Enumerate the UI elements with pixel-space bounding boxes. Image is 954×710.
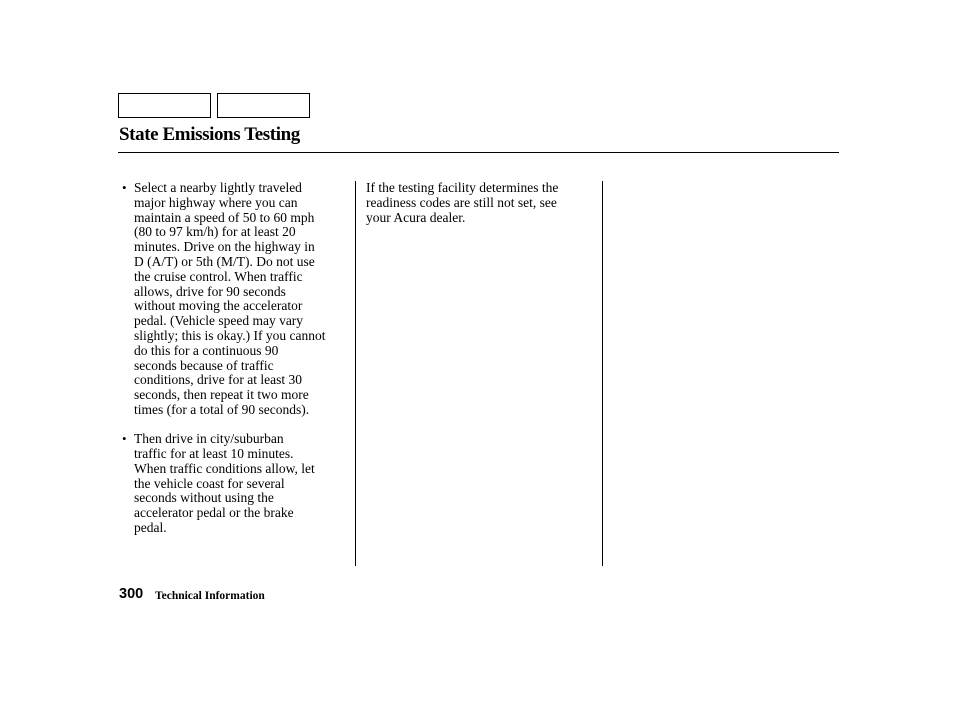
page-number: 300 xyxy=(119,586,144,602)
nav-tab-box-1[interactable] xyxy=(118,93,211,118)
title-divider xyxy=(118,152,839,153)
list-item-text: Select a nearby lightly traveled major highway where you can maintain a speed of 50 to 60 mph (80 to 97 km/h) for at least 20 minutes. Drive on the highway in D (A/T) or 5th (M/T). Do not use the cruise control. When traffic allows, drive for 90 seconds without moving the accelerator pedal. (Vehicle speed may vary slightly; this is okay.) If you cannot do this for a continuous 90 seconds because of traffic conditions, drive for at least 30 seconds, then repeat it two more times (for a total of 90 seconds). xyxy=(134,180,326,417)
page-title: State Emissions Testing xyxy=(119,124,300,145)
list-item-text: Then drive in city/suburban traffic for at least 10 minutes. When traffic conditions allow, let the vehicle coast for several seconds without using the accelerator pedal or the brake pedal. xyxy=(134,431,315,536)
list-item xyxy=(122,432,350,536)
paragraph: If the testing facility determines the readiness codes are still not set, see your Acura dealer. xyxy=(366,180,559,225)
text-column-middle xyxy=(366,181,592,225)
list-item xyxy=(122,181,350,418)
section-name: Technical Information xyxy=(155,590,265,602)
column-divider xyxy=(355,181,356,566)
bullet-icon: • xyxy=(122,431,127,447)
text-column-left xyxy=(122,181,350,550)
nav-tab-box-2[interactable] xyxy=(217,93,310,118)
bullet-icon: • xyxy=(122,180,127,195)
column-divider xyxy=(602,181,603,566)
